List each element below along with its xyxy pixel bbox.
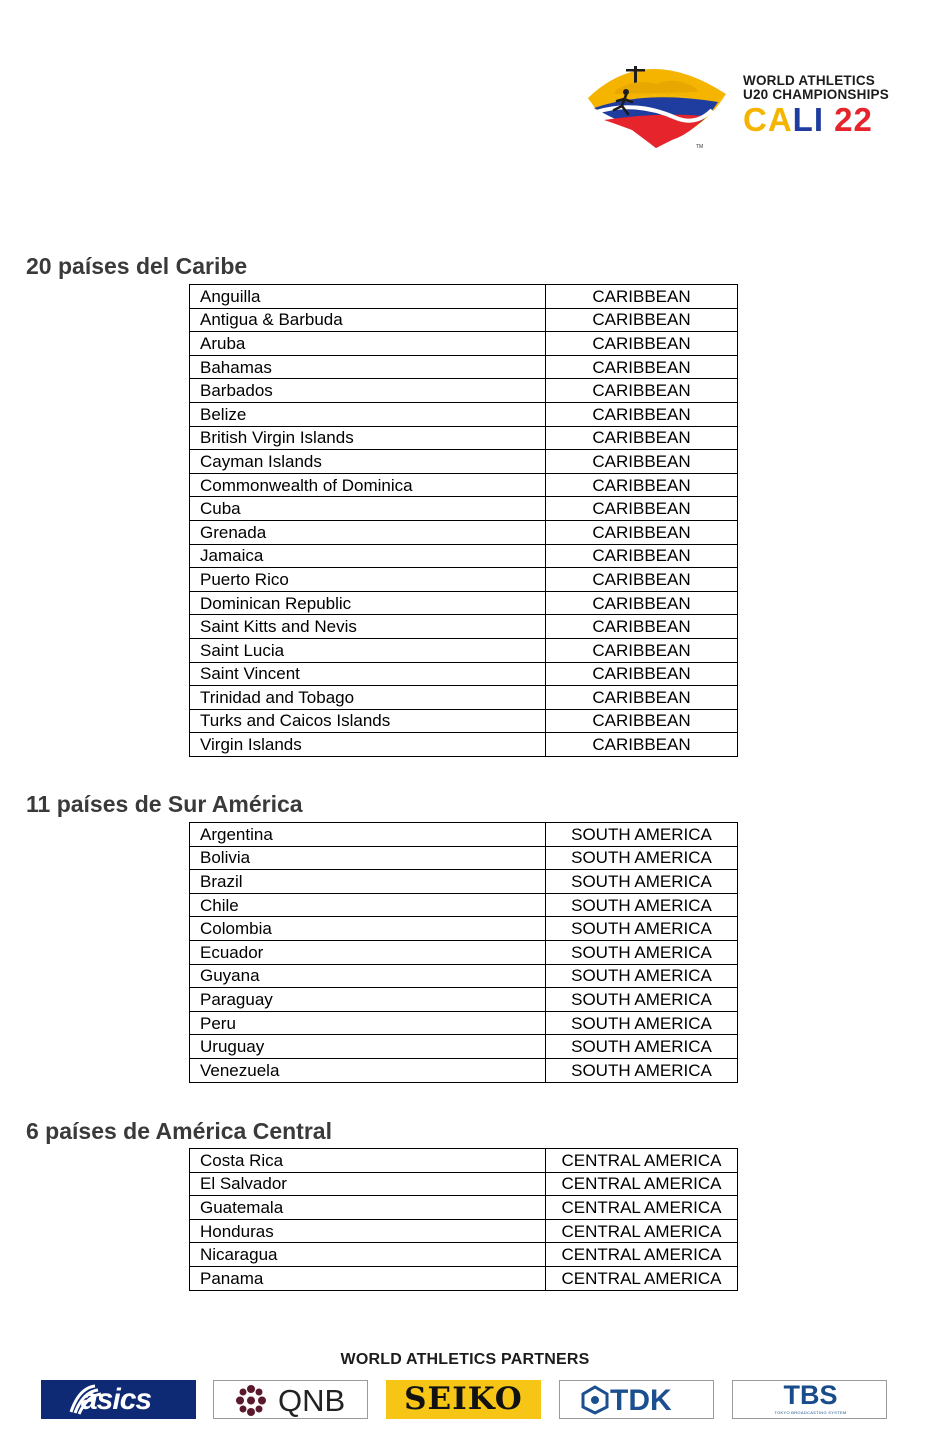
country-cell: Barbados (190, 379, 546, 403)
region-cell: CARIBBEAN (546, 709, 738, 733)
country-cell: Ecuador (190, 940, 546, 964)
table-row (190, 823, 738, 847)
country-cell: Saint Kitts and Nevis (190, 615, 546, 639)
country-cell: Commonwealth of Dominica (190, 473, 546, 497)
table-row (190, 917, 738, 941)
table-row (190, 893, 738, 917)
table-row (190, 355, 738, 379)
country-cell: Saint Vincent (190, 662, 546, 686)
region-cell: CARIBBEAN (546, 285, 738, 309)
central-america-table (189, 1148, 738, 1291)
country-cell: Turks and Caicos Islands (190, 709, 546, 733)
region-cell: SOUTH AMERICA (546, 893, 738, 917)
partner-logo-asics (41, 1380, 196, 1419)
country-cell: Grenada (190, 520, 546, 544)
table-row (190, 450, 738, 474)
table-row (190, 308, 738, 332)
region-cell: SOUTH AMERICA (546, 1011, 738, 1035)
partner-logo-qnb (213, 1380, 368, 1419)
championship-logo (586, 60, 896, 152)
partners-title: WORLD ATHLETICS PARTNERS (340, 1351, 590, 1368)
country-cell: Belize (190, 402, 546, 426)
country-cell: Guyana (190, 964, 546, 988)
logo-year: 22 (834, 101, 873, 138)
region-cell: SOUTH AMERICA (546, 846, 738, 870)
partner-name-asics: asics (81, 1383, 152, 1416)
logo-cali-22 (743, 103, 889, 137)
country-cell: El Salvador (190, 1172, 546, 1196)
region-cell: CARIBBEAN (546, 308, 738, 332)
region-cell: CARIBBEAN (546, 332, 738, 356)
qnb-flower-icon (232, 1382, 270, 1419)
region-cell: SOUTH AMERICA (546, 870, 738, 894)
partner-logo-tdk (559, 1380, 714, 1419)
table-row (190, 870, 738, 894)
country-cell: Panama (190, 1266, 546, 1290)
trademark-mark: TM (696, 144, 704, 150)
region-cell: CARIBBEAN (546, 615, 738, 639)
partner-name-tdk: TDK (610, 1384, 672, 1417)
region-cell: CARIBBEAN (546, 638, 738, 662)
region-cell: SOUTH AMERICA (546, 917, 738, 941)
country-cell: Chile (190, 893, 546, 917)
table-row (190, 1243, 738, 1267)
logo-line-2: U20 CHAMPIONSHIPS (743, 87, 889, 102)
country-cell: Cuba (190, 497, 546, 521)
table-row (190, 1172, 738, 1196)
section-title-central-america: 6 países de América Central (26, 1118, 332, 1144)
country-cell: Dominican Republic (190, 591, 546, 615)
table-row (190, 497, 738, 521)
table-row (190, 1011, 738, 1035)
table-row (190, 940, 738, 964)
country-cell: Anguilla (190, 285, 546, 309)
table-row (190, 1219, 738, 1243)
region-cell: CARIBBEAN (546, 568, 738, 592)
country-cell: Virgin Islands (190, 733, 546, 757)
table-row (190, 285, 738, 309)
country-cell: Jamaica (190, 544, 546, 568)
table-row (190, 733, 738, 757)
region-cell: CENTRAL AMERICA (546, 1196, 738, 1220)
partner-logo-tbs (732, 1380, 887, 1419)
country-cell: British Virgin Islands (190, 426, 546, 450)
region-cell: CARIBBEAN (546, 379, 738, 403)
country-cell: Honduras (190, 1219, 546, 1243)
country-cell: Costa Rica (190, 1149, 546, 1173)
section-title-south-america: 11 países de Sur América (26, 791, 303, 817)
logo-wordmark (743, 74, 889, 137)
region-cell: CARIBBEAN (546, 591, 738, 615)
region-cell: CARIBBEAN (546, 402, 738, 426)
table-row (190, 988, 738, 1012)
region-cell: SOUTH AMERICA (546, 1058, 738, 1082)
country-cell: Bahamas (190, 355, 546, 379)
section-title-caribbean: 20 países del Caribe (26, 253, 248, 279)
region-cell: SOUTH AMERICA (546, 823, 738, 847)
table-row (190, 1266, 738, 1290)
country-cell: Saint Lucia (190, 638, 546, 662)
country-cell: Nicaragua (190, 1243, 546, 1267)
table-row (190, 402, 738, 426)
table-row (190, 1035, 738, 1059)
region-cell: CENTRAL AMERICA (546, 1266, 738, 1290)
region-cell: SOUTH AMERICA (546, 1035, 738, 1059)
country-cell: Uruguay (190, 1035, 546, 1059)
table-row (190, 615, 738, 639)
region-cell: CARIBBEAN (546, 733, 738, 757)
logo-li: LI (792, 101, 824, 138)
partner-name-seiko: SEIKO (404, 1381, 523, 1417)
country-cell: Trinidad and Tobago (190, 686, 546, 710)
region-cell: CARIBBEAN (546, 450, 738, 474)
country-cell: Peru (190, 1011, 546, 1035)
region-cell: CARIBBEAN (546, 497, 738, 521)
partner-name-tbs: TBS (783, 1380, 838, 1410)
country-cell: Guatemala (190, 1196, 546, 1220)
region-cell: CENTRAL AMERICA (546, 1243, 738, 1267)
region-cell: SOUTH AMERICA (546, 940, 738, 964)
table-row (190, 568, 738, 592)
logo-line-1: WORLD ATHLETICS (743, 73, 875, 88)
region-cell: CARIBBEAN (546, 355, 738, 379)
table-row (190, 332, 738, 356)
table-row (190, 426, 738, 450)
partner-subtitle-tbs: TOKYO BROADCASTING SYSTEM (774, 1410, 847, 1415)
table-row (190, 520, 738, 544)
tdk-emblem-icon (580, 1385, 610, 1415)
region-cell: CARIBBEAN (546, 686, 738, 710)
region-cell: SOUTH AMERICA (546, 964, 738, 988)
region-cell: CARIBBEAN (546, 662, 738, 686)
country-cell: Argentina (190, 823, 546, 847)
region-cell: CENTRAL AMERICA (546, 1172, 738, 1196)
region-cell: CARIBBEAN (546, 544, 738, 568)
partner-logo-seiko (386, 1380, 541, 1419)
country-cell: Bolivia (190, 846, 546, 870)
country-cell: Colombia (190, 917, 546, 941)
table-row (190, 1149, 738, 1173)
table-row (190, 544, 738, 568)
table-row (190, 709, 738, 733)
south-america-table (189, 822, 738, 1083)
region-cell: CARIBBEAN (546, 473, 738, 497)
table-row (190, 662, 738, 686)
caribbean-table (189, 284, 738, 757)
cali-landscape-emblem-icon (586, 60, 736, 152)
country-cell: Cayman Islands (190, 450, 546, 474)
region-cell: CARIBBEAN (546, 426, 738, 450)
country-cell: Aruba (190, 332, 546, 356)
table-row (190, 964, 738, 988)
table-row (190, 638, 738, 662)
region-cell: CARIBBEAN (546, 520, 738, 544)
country-cell: Puerto Rico (190, 568, 546, 592)
country-cell: Venezuela (190, 1058, 546, 1082)
region-cell: SOUTH AMERICA (546, 988, 738, 1012)
table-row (190, 846, 738, 870)
table-row (190, 1196, 738, 1220)
country-cell: Brazil (190, 870, 546, 894)
table-row (190, 1058, 738, 1082)
region-cell: CENTRAL AMERICA (546, 1219, 738, 1243)
region-cell: CENTRAL AMERICA (546, 1149, 738, 1173)
partner-name-qnb: QNB (278, 1383, 346, 1418)
logo-ca: CA (743, 101, 793, 138)
table-row (190, 379, 738, 403)
table-row (190, 591, 738, 615)
table-row (190, 473, 738, 497)
table-row (190, 686, 738, 710)
country-cell: Paraguay (190, 988, 546, 1012)
country-cell: Antigua & Barbuda (190, 308, 546, 332)
